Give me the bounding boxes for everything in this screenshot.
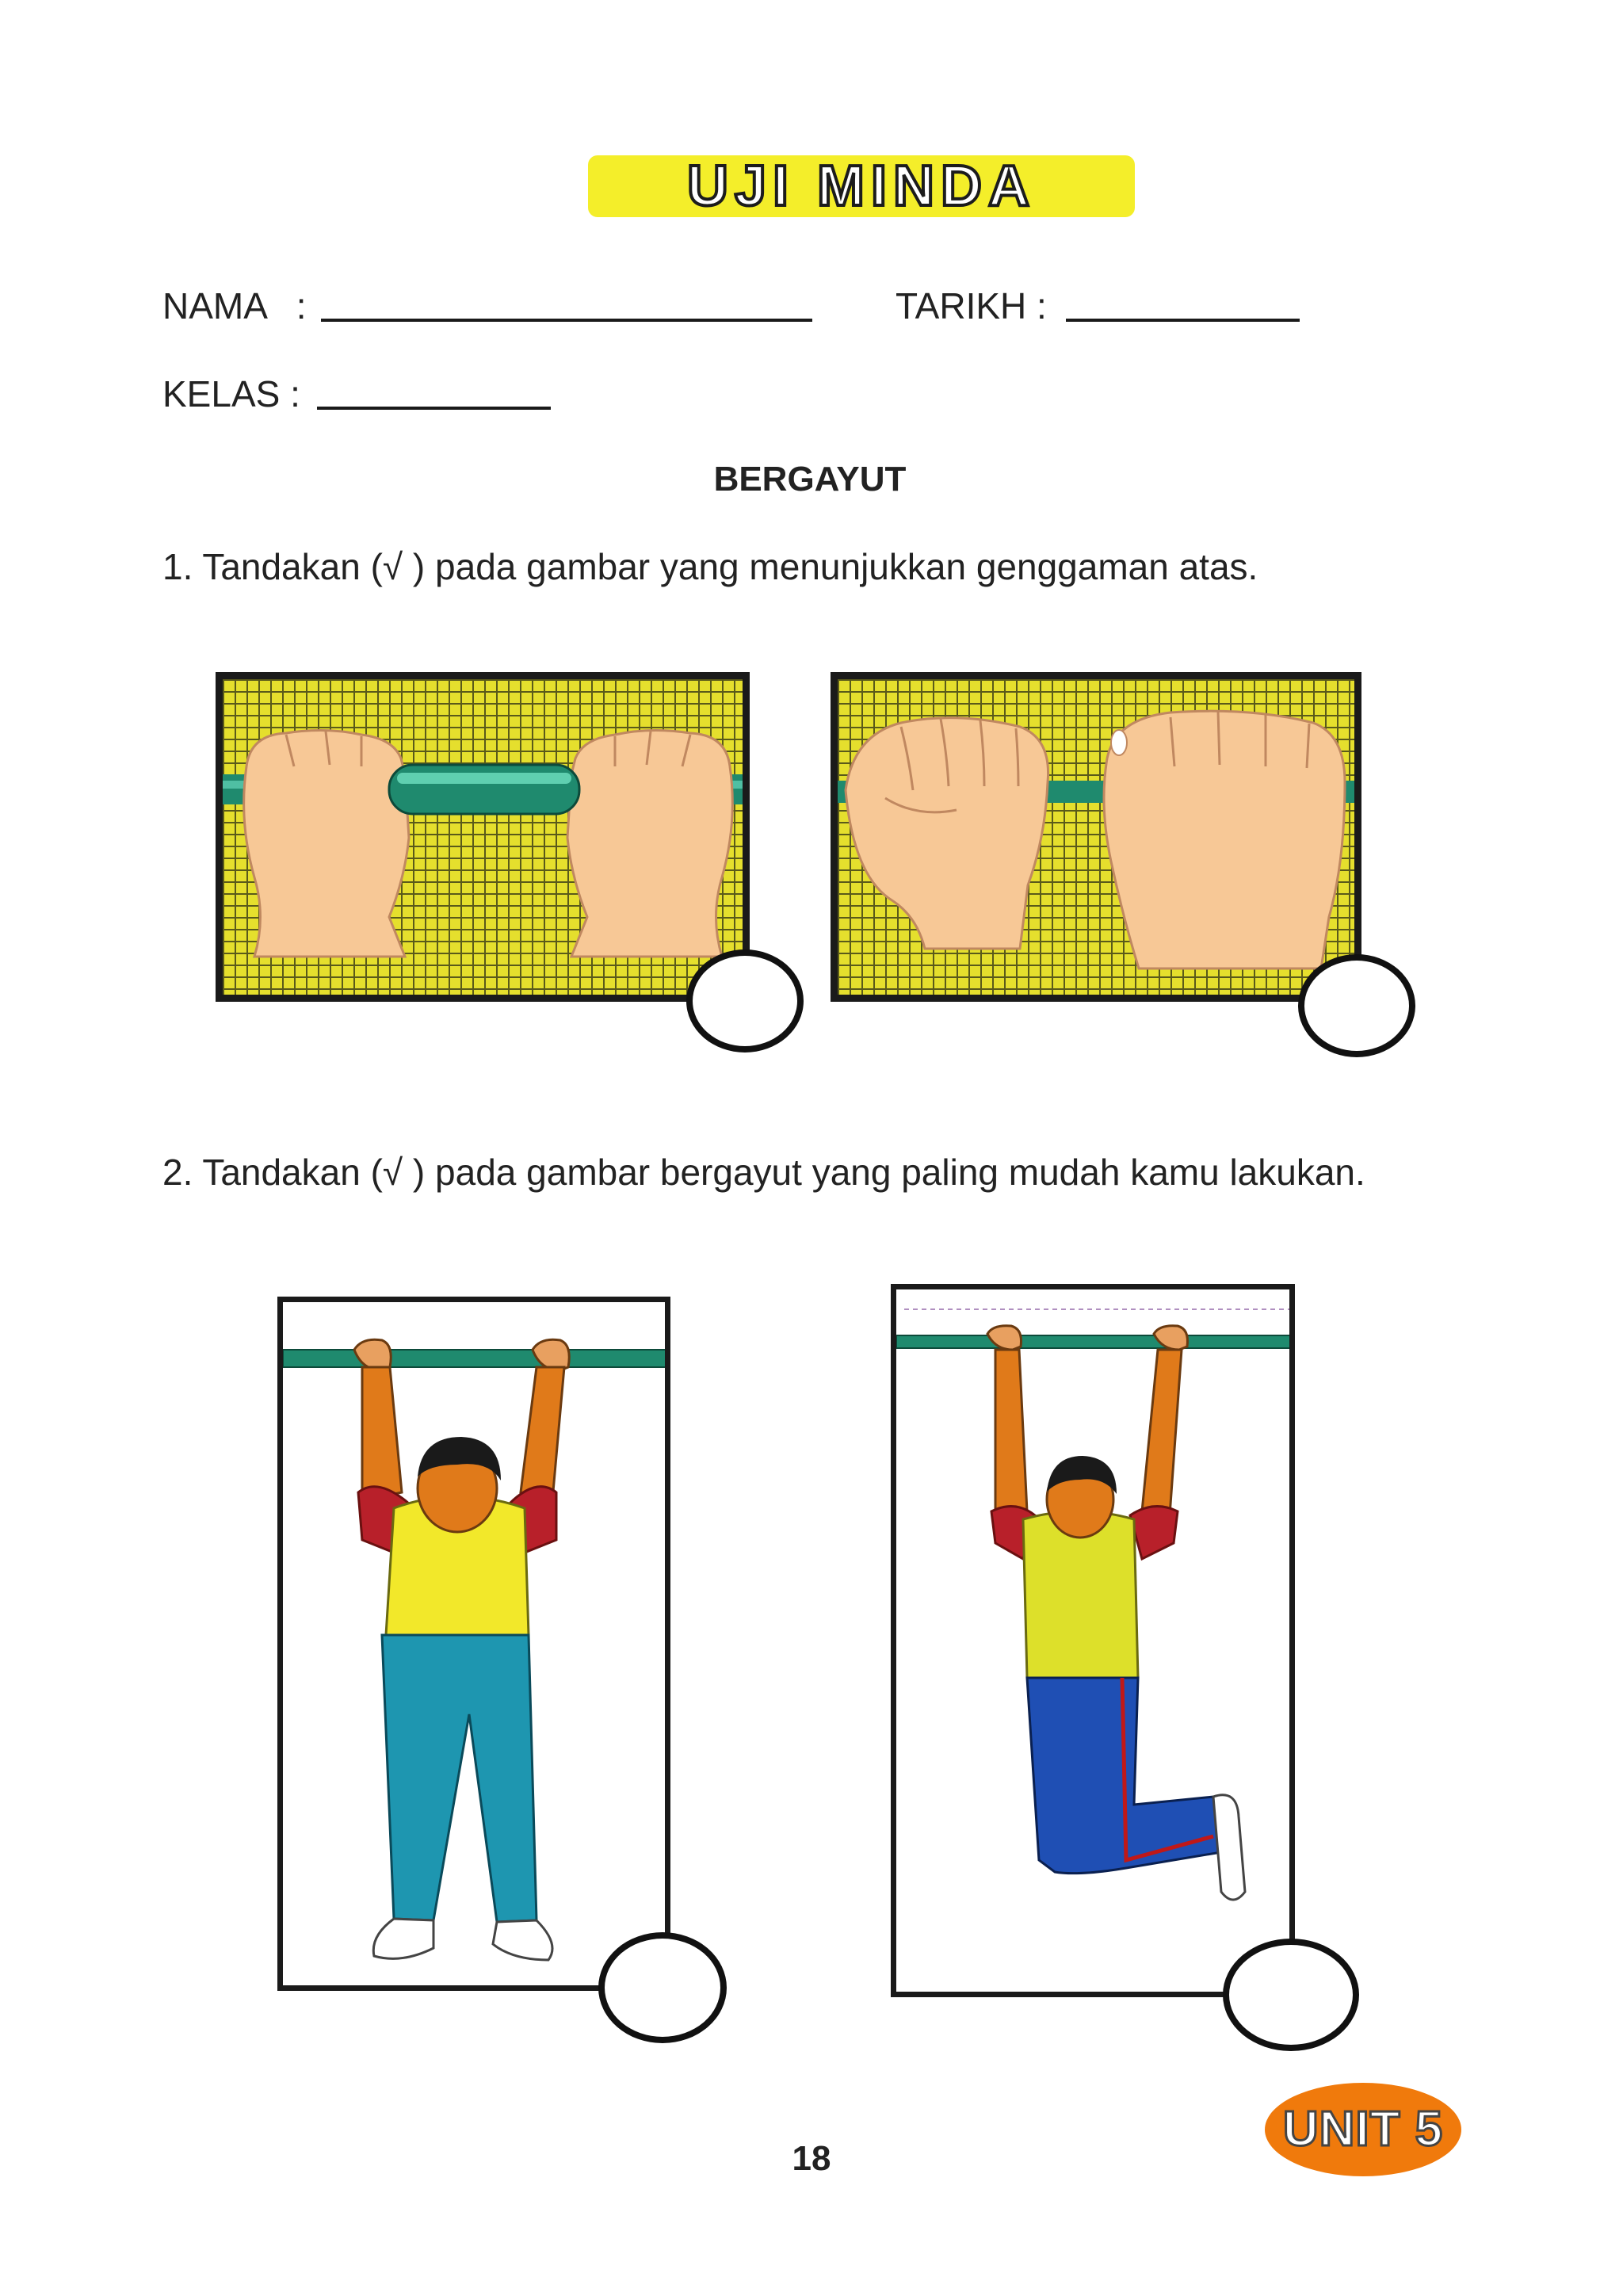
section-heading: BERGAYUT — [713, 460, 907, 499]
answer-circle-q1-left[interactable] — [686, 949, 804, 1052]
question-1: 1. Tandakan (√ ) pada gambar yang menunjukkan genggaman atas. — [162, 546, 1258, 587]
underhand-grip-image — [831, 672, 1361, 1002]
answer-circle-q1-right[interactable] — [1298, 954, 1415, 1057]
kelas-label: KELAS : — [162, 373, 300, 415]
boy-hanging-straight-legs-icon — [283, 1302, 670, 1991]
unit-badge-label: UNIT 5 — [1282, 2102, 1444, 2157]
title-banner — [588, 155, 1135, 217]
kelas-field[interactable] — [317, 407, 551, 410]
hanging-straight-image — [277, 1297, 670, 1991]
tarikh-field[interactable] — [1066, 319, 1300, 322]
question-2: 2. Tandakan (√ ) pada gambar bergayut yang paling mudah kamu lakukan. — [162, 1152, 1365, 1193]
overhand-grip-hands-icon — [223, 679, 750, 1002]
page-title: UJI MINDA — [686, 155, 1036, 218]
overhand-grip-image — [216, 672, 750, 1002]
answer-circle-q2-right[interactable] — [1223, 1939, 1359, 2051]
nama-field[interactable] — [321, 319, 812, 322]
page-number: 18 — [792, 2139, 831, 2178]
hanging-bent-knees-image — [891, 1284, 1295, 1997]
unit-badge — [1265, 2083, 1461, 2176]
tarikh-label: TARIKH : — [896, 285, 1047, 327]
answer-circle-q2-left[interactable] — [598, 1932, 727, 2043]
boy-hanging-bent-knees-icon — [896, 1289, 1295, 1997]
nama-label: NAMA : — [162, 285, 307, 327]
underhand-grip-hands-icon — [838, 679, 1361, 1002]
